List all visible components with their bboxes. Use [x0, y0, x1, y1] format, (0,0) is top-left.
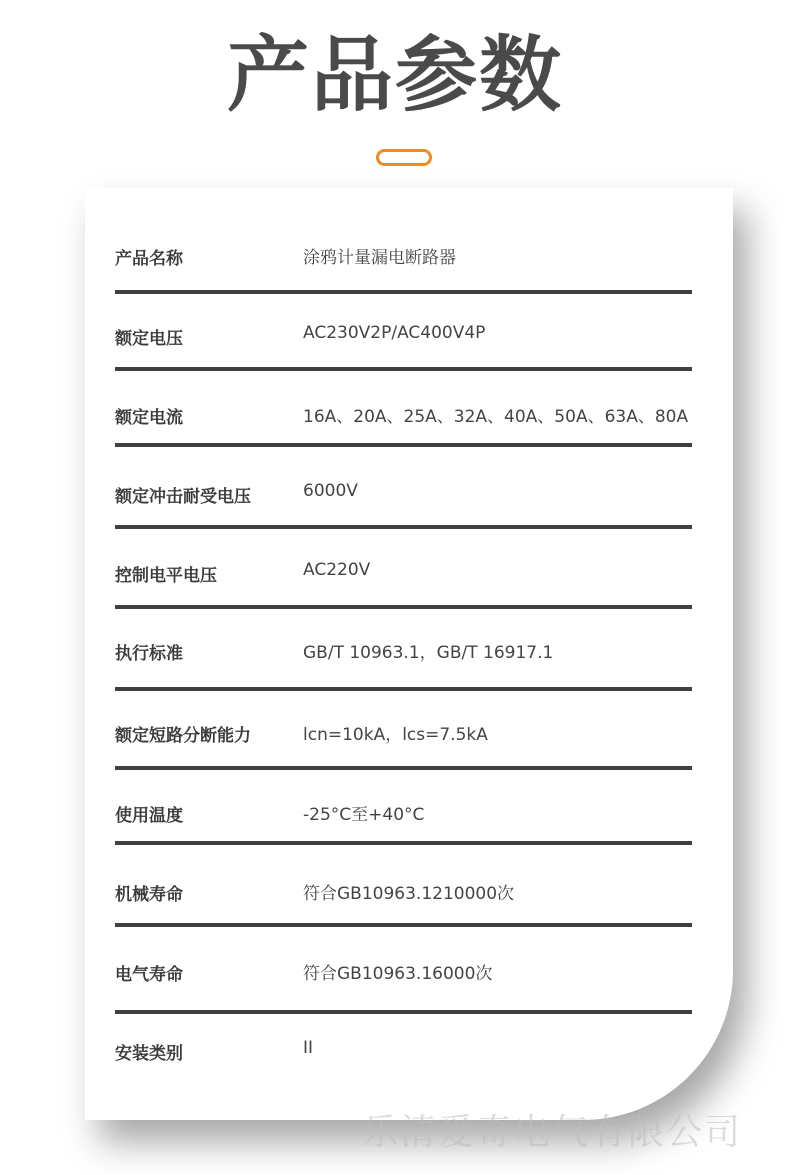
spec-label: 额定冲击耐受电压	[115, 487, 251, 507]
divider	[115, 687, 692, 691]
spec-value: II	[303, 1038, 314, 1058]
spec-label: 电气寿命	[115, 965, 183, 985]
spec-row-installation-category	[115, 1035, 692, 1065]
spec-label: 产品名称	[115, 249, 183, 269]
divider	[115, 841, 692, 845]
divider	[115, 443, 692, 447]
spec-value: -25°C至+40°C	[303, 805, 425, 825]
divider	[115, 605, 692, 609]
spec-value: 涂鸦计量漏电断路器	[303, 248, 456, 268]
company-watermark: 乐清爱奇电气有限公司	[362, 1112, 743, 1153]
spec-label: 机械寿命	[115, 885, 183, 905]
spec-label: 额定电压	[115, 329, 183, 349]
spec-row-impulse-voltage	[115, 478, 692, 508]
spec-value: lcn=10kA，lcs=7.5kA	[303, 725, 488, 745]
divider	[115, 525, 692, 529]
spec-row-operating-temperature	[115, 797, 692, 827]
spec-label: 使用温度	[115, 806, 183, 826]
spec-value: AC220V	[303, 560, 371, 580]
spec-label: 执行标准	[115, 644, 183, 664]
spec-value: 符合GB10963.16000次	[303, 964, 493, 984]
divider	[115, 367, 692, 371]
spec-label: 安装类别	[115, 1044, 183, 1064]
divider	[115, 766, 692, 770]
title-accent-pill	[376, 149, 432, 166]
spec-row-breaking-capacity	[115, 717, 692, 747]
spec-label: 控制电平电压	[115, 566, 217, 586]
spec-row-mechanical-life	[115, 876, 692, 906]
divider	[115, 1010, 692, 1014]
spec-value: AC230V2P/AC400V4P	[303, 323, 486, 343]
spec-label: 额定短路分断能力	[115, 726, 251, 746]
spec-row-rated-voltage	[115, 320, 692, 350]
spec-row-rated-current	[115, 399, 692, 429]
spec-row-electrical-life	[115, 956, 692, 986]
page-title: 产品参数	[226, 28, 563, 123]
divider	[115, 923, 692, 927]
spec-label: 额定电流	[115, 408, 183, 428]
spec-value: 6000V	[303, 481, 358, 501]
spec-row-product-name	[115, 240, 692, 270]
divider	[115, 290, 692, 294]
spec-value: 16A、20A、25A、32A、40A、50A、63A、80A	[303, 407, 689, 427]
spec-value: 符合GB10963.1210000次	[303, 884, 515, 904]
spec-value: GB/T 10963.1，GB/T 16917.1	[303, 643, 554, 663]
spec-row-standard	[115, 635, 692, 665]
spec-row-control-voltage	[115, 557, 692, 587]
